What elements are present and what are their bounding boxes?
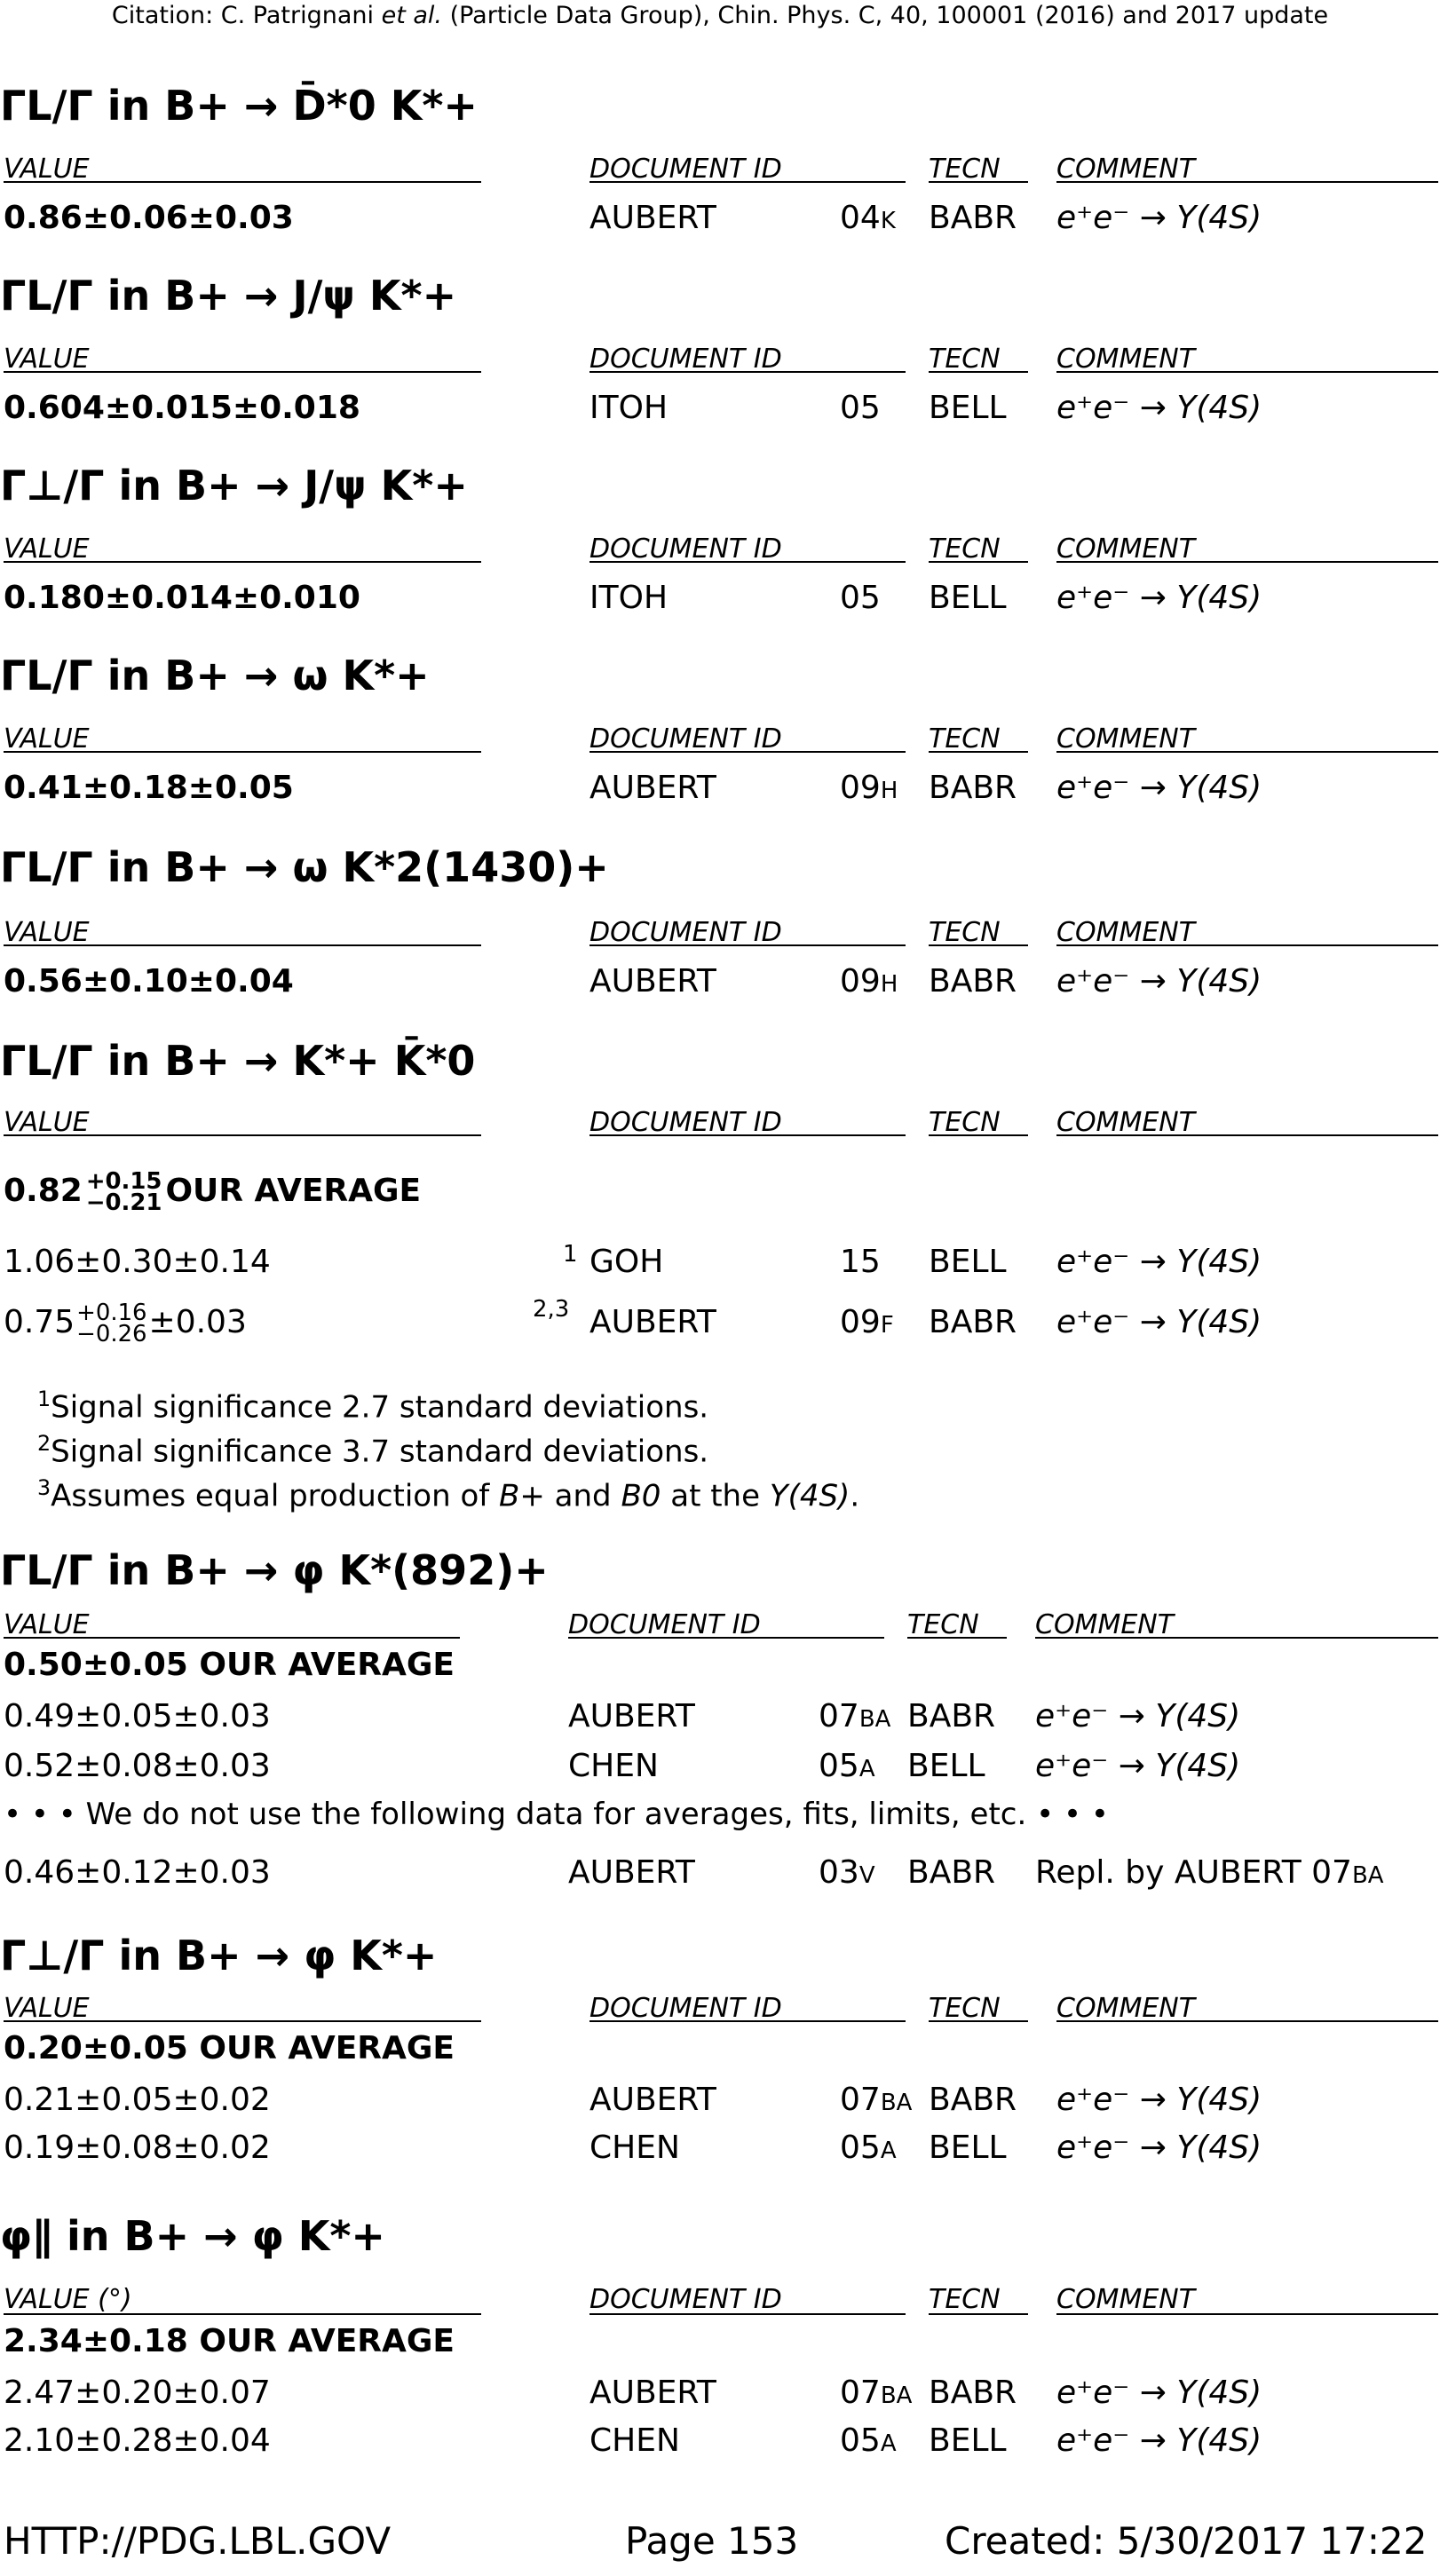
col-header-document-id: DOCUMENT ID (568, 1609, 761, 1640)
row-year: 15 (840, 1244, 881, 1280)
row-doc: AUBERT (589, 770, 716, 806)
section-title-4: ΓL/Γ in B+ → ω K*+ (0, 652, 430, 699)
rule-tecn (929, 561, 1028, 563)
col-header-value: VALUE (°) (4, 2284, 132, 2315)
row-comment: e⁺e⁻ → Υ(4S) (1056, 963, 1262, 1000)
rule-comment (1056, 181, 1438, 183)
row-tecn: BELL (907, 1748, 985, 1784)
rule-document (589, 371, 906, 373)
data-row (0, 962, 1440, 1001)
row-tecn: BABR (929, 1304, 1017, 1340)
row-year: 05A (840, 2422, 897, 2459)
row-year: 07BA (840, 2375, 913, 2411)
section-title-text: ΓL/Γ in B+ → D̄*0 K*+ (0, 82, 478, 130)
row-value: 0.86±0.06±0.03 (4, 200, 294, 236)
rule-value (4, 2020, 481, 2022)
row-year: 03V (819, 1854, 875, 1891)
rule-tecn (907, 1637, 1007, 1639)
data-row (0, 2422, 1440, 2461)
citation-suffix: (Particle Data Group), Chin. Phys. C, 40, 100001 (2016) and 2017 update (442, 2, 1329, 29)
col-header-tecn: TECN (929, 2284, 1001, 2315)
row-value: 0.52±0.08±0.03 (4, 1748, 271, 1784)
col-header-value: VALUE (4, 723, 90, 755)
rule-value (4, 371, 481, 373)
data-row (0, 1747, 1440, 1786)
citation-prefix: Citation: C. Patrignani (111, 2, 382, 29)
row-value: 0.56±0.10±0.04 (4, 963, 294, 1000)
data-row (0, 1697, 1440, 1736)
rule-comment (1056, 751, 1438, 753)
col-header-tecn: TECN (929, 154, 1001, 185)
row-doc: AUBERT (589, 963, 716, 1000)
rule-tecn (929, 944, 1028, 946)
row-tecn: BELL (929, 2130, 1007, 2166)
col-header-comment: COMMENT (1056, 344, 1196, 375)
col-header-document-id: DOCUMENT ID (589, 1107, 782, 1138)
row-year: 04K (840, 200, 896, 236)
col-header-document-id: DOCUMENT ID (589, 154, 782, 185)
row-year: 09H (840, 963, 898, 1000)
row-tecn: BABR (929, 770, 1017, 806)
col-header-tecn: TECN (929, 1993, 1001, 2024)
row-comment: e⁺e⁻ → Υ(4S) (1056, 390, 1262, 426)
col-header-tecn: TECN (929, 723, 1001, 755)
section-title-6: ΓL/Γ in B+ → K*+ K̄*0 (0, 1037, 476, 1085)
col-header-document-id: DOCUMENT ID (589, 723, 782, 755)
row-tecn: BELL (929, 580, 1007, 616)
col-header-value: VALUE (4, 1107, 90, 1138)
col-header-comment: COMMENT (1056, 1993, 1196, 2024)
row-comment: e⁺e⁻ → Υ(4S) (1056, 2082, 1262, 2118)
citation-etal: et al. (381, 2, 442, 29)
row-comment: e⁺e⁻ → Υ(4S) (1056, 200, 1262, 236)
section-title-3: Γ⊥/Γ in B+ → J/ψ K*+ (0, 462, 468, 510)
row-year: 05A (840, 2130, 897, 2166)
row-doc: CHEN (589, 2422, 680, 2459)
our-average-row (0, 1646, 1440, 1685)
row-year: 07BA (819, 1698, 891, 1734)
rule-tecn (929, 751, 1028, 753)
section-title-7: ΓL/Γ in B+ → φ K*(892)+ (0, 1546, 549, 1594)
row-year: 05A (819, 1748, 875, 1784)
col-header-value: VALUE (4, 154, 90, 185)
row-footnote-ref: 1 (563, 1241, 578, 1268)
row-tecn: BELL (929, 2422, 1007, 2459)
row-value: 0.180±0.014±0.010 (4, 580, 360, 616)
row-comment: e⁺e⁻ → Υ(4S) (1056, 770, 1262, 806)
row-doc: AUBERT (589, 1304, 716, 1340)
row-value: 0.75 +0.16 −0.26 ±0.03 (4, 1300, 247, 1347)
row-comment: e⁺e⁻ → Υ(4S) (1056, 1304, 1262, 1340)
section-title-2: ΓL/Γ in B+ → J/ψ K*+ (0, 272, 457, 320)
col-header-value: VALUE (4, 917, 90, 948)
row-comment: e⁺e⁻ → Υ(4S) (1035, 1698, 1241, 1734)
row-value: 2.47±0.20±0.07 (4, 2375, 271, 2411)
rule-comment (1056, 371, 1438, 373)
footer-url[interactable]: HTTP://PDG.LBL.GOV (4, 2519, 392, 2563)
col-header-value: VALUE (4, 344, 90, 375)
rule-document (589, 751, 906, 753)
citation-line (0, 2, 1440, 29)
row-doc: AUBERT (589, 200, 716, 236)
col-header-tecn: TECN (907, 1609, 979, 1640)
col-header-comment: COMMENT (1056, 723, 1196, 755)
col-header-comment: COMMENT (1056, 1107, 1196, 1138)
rule-document (589, 2020, 906, 2022)
rule-value (4, 944, 481, 946)
row-tecn: BELL (929, 390, 1007, 426)
col-header-tecn: TECN (929, 533, 1001, 565)
rule-comment (1056, 2313, 1438, 2315)
row-tecn: BABR (929, 2082, 1017, 2118)
row-comment: e⁺e⁻ → Υ(4S) (1056, 580, 1262, 616)
row-tecn: BABR (929, 963, 1017, 1000)
row-tecn: BABR (929, 2375, 1017, 2411)
col-header-document-id: DOCUMENT ID (589, 533, 782, 565)
data-row (0, 199, 1440, 238)
row-value: 0.46±0.12±0.03 (4, 1854, 271, 1891)
rule-document (589, 944, 906, 946)
rule-tecn (929, 1134, 1028, 1136)
col-header-document-id: DOCUMENT ID (589, 344, 782, 375)
row-year: 07BA (840, 2082, 913, 2118)
row-doc: ITOH (589, 580, 669, 616)
col-header-comment: COMMENT (1035, 1609, 1175, 1640)
col-header-comment: COMMENT (1056, 2284, 1196, 2315)
row-comment: e⁺e⁻ → Υ(4S) (1056, 2130, 1262, 2166)
our-average-row (0, 2029, 1440, 2068)
rule-comment (1056, 1134, 1438, 1136)
rule-value (4, 2313, 481, 2315)
footnote-2: $^2$Signal significance 3.7 standard deviations. (37, 1431, 709, 1470)
our-average-row (0, 2322, 1440, 2361)
average-value: 0.50±0.05 OUR AVERAGE (4, 1647, 455, 1683)
row-tecn: BABR (929, 200, 1017, 236)
data-row (0, 2374, 1440, 2413)
rule-value (4, 1637, 460, 1639)
col-header-document-id: DOCUMENT ID (589, 1993, 782, 2024)
section-title-1 (0, 82, 478, 130)
col-header-value: VALUE (4, 1609, 90, 1640)
rule-tecn (929, 2020, 1028, 2022)
data-row (0, 579, 1440, 618)
rule-document (589, 561, 906, 563)
col-header-comment: COMMENT (1056, 917, 1196, 948)
col-header-tecn: TECN (929, 344, 1001, 375)
row-value: 0.49±0.05±0.03 (4, 1698, 271, 1734)
row-year: 05 (840, 390, 881, 426)
row-doc: CHEN (589, 2130, 680, 2166)
row-footnote-ref: 2,3 (533, 1296, 570, 1323)
rule-comment (1056, 561, 1438, 563)
row-value: 0.21±0.05±0.02 (4, 2082, 271, 2118)
row-doc: AUBERT (589, 2375, 716, 2411)
col-header-document-id: DOCUMENT ID (589, 2284, 782, 2315)
rule-tecn (929, 2313, 1028, 2315)
not-used-text: • • • We do not use the following data for averages, fits, limits, etc. • • • (4, 1797, 1109, 1832)
data-row (0, 1243, 1440, 1282)
row-value: 0.41±0.18±0.05 (4, 770, 294, 806)
row-doc: ITOH (589, 390, 669, 426)
data-row (0, 1853, 1440, 1892)
rule-comment (1056, 944, 1438, 946)
row-comment: Repl. by AUBERT 07BA (1035, 1854, 1384, 1891)
row-year: 05 (840, 580, 881, 616)
col-header-document-id: DOCUMENT ID (589, 917, 782, 948)
section-title-5: ΓL/Γ in B+ → ω K*2(1430)+ (0, 843, 609, 891)
col-header-value: VALUE (4, 1993, 90, 2024)
row-tecn: BABR (907, 1854, 996, 1891)
row-comment: e⁺e⁻ → Υ(4S) (1035, 1748, 1241, 1784)
row-comment: e⁺e⁻ → Υ(4S) (1056, 2422, 1262, 2459)
footnote-3: $^3$Assumes equal production of B+ and B0 at the Υ(4S). (37, 1475, 860, 1514)
row-comment: e⁺e⁻ → Υ(4S) (1056, 2375, 1262, 2411)
footer-created: Created: 5/30/2017 17:22 (945, 2519, 1428, 2563)
our-average-row (0, 1166, 1440, 1216)
section-title-9: φ∥ in B+ → φ K*+ (0, 2212, 385, 2260)
rule-value (4, 181, 481, 183)
row-value: 2.10±0.28±0.04 (4, 2422, 271, 2459)
row-doc: AUBERT (589, 2082, 716, 2118)
average-value: 0.82 +0.15 −0.21 OUR AVERAGE (4, 1168, 422, 1216)
row-year: 09H (840, 770, 898, 806)
rule-document (589, 2313, 906, 2315)
row-doc: GOH (589, 1244, 664, 1280)
rule-value (4, 1134, 481, 1136)
data-row (0, 389, 1440, 428)
rule-comment (1056, 2020, 1438, 2022)
rule-comment (1035, 1637, 1438, 1639)
data-row (0, 2081, 1440, 2120)
col-header-comment: COMMENT (1056, 533, 1196, 565)
col-header-value: VALUE (4, 533, 90, 565)
rule-tecn (929, 371, 1028, 373)
col-header-tecn: TECN (929, 917, 1001, 948)
rule-document (589, 1134, 906, 1136)
row-doc: AUBERT (568, 1854, 695, 1891)
row-value: 0.19±0.08±0.02 (4, 2130, 271, 2166)
row-value: 0.604±0.015±0.018 (4, 390, 360, 426)
row-doc: AUBERT (568, 1698, 695, 1734)
data-row (0, 769, 1440, 808)
data-row (0, 2129, 1440, 2168)
row-doc: CHEN (568, 1748, 659, 1784)
average-value: 2.34±0.18 OUR AVERAGE (4, 2323, 455, 2359)
not-used-note (0, 1795, 1440, 1834)
footnote-1: $^1$Signal significance 2.7 standard deviations. (37, 1387, 709, 1426)
col-header-comment: COMMENT (1056, 154, 1196, 185)
row-tecn: BELL (929, 1244, 1007, 1280)
col-header-tecn: TECN (929, 1107, 1001, 1138)
row-comment: e⁺e⁻ → Υ(4S) (1056, 1244, 1262, 1280)
rule-value (4, 751, 481, 753)
footer-page: Page 153 (625, 2519, 799, 2563)
data-row (0, 1298, 1440, 1347)
rule-value (4, 561, 481, 563)
rule-document (589, 181, 906, 183)
row-year: 09F (840, 1304, 894, 1340)
section-title-8: Γ⊥/Γ in B+ → φ K*+ (0, 1932, 438, 1979)
rule-tecn (929, 181, 1028, 183)
average-value: 0.20±0.05 OUR AVERAGE (4, 2030, 455, 2066)
row-tecn: BABR (907, 1698, 996, 1734)
row-value: 1.06±0.30±0.14 (4, 1244, 271, 1280)
rule-document (568, 1637, 884, 1639)
